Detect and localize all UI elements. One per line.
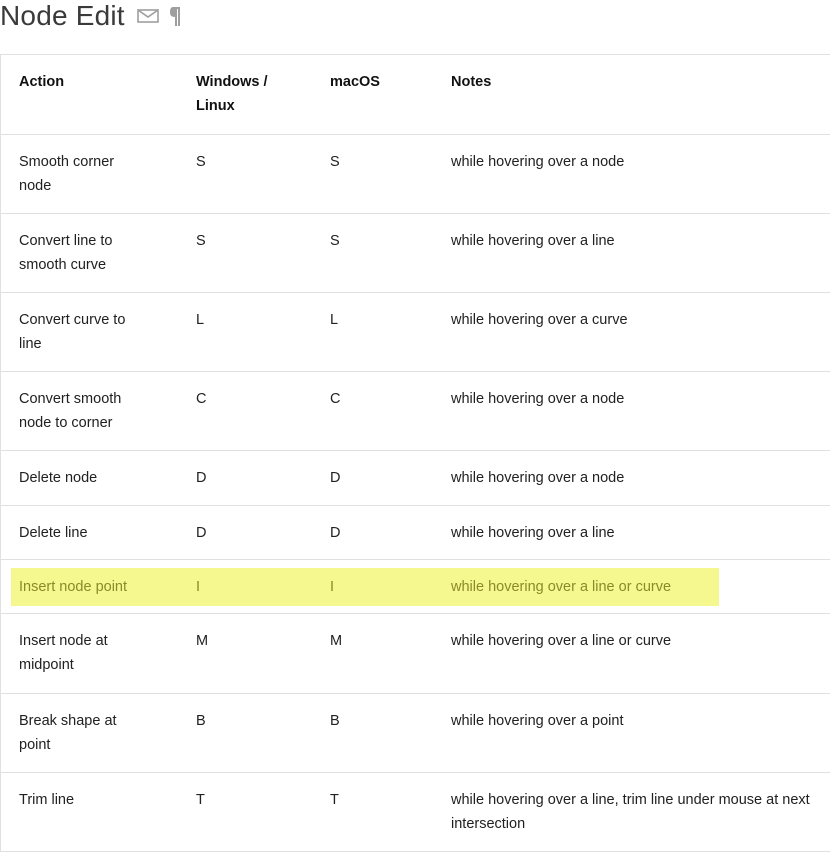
cell-action-text: Convert smooth node to corner bbox=[19, 390, 122, 431]
cell-macos-text: S bbox=[330, 153, 340, 170]
cell-macos-text: B bbox=[330, 712, 340, 729]
cell-windows-linux-text: B bbox=[196, 712, 206, 729]
cell-notes bbox=[433, 134, 830, 213]
header-windows-linux bbox=[178, 55, 312, 134]
header-windows-linux-label: Windows / Linux bbox=[196, 74, 268, 114]
table-header-row bbox=[1, 55, 830, 134]
cell-action bbox=[1, 292, 178, 371]
cell-windows-linux-text: C bbox=[196, 390, 207, 407]
cell-notes-text: while hovering over a line or curve bbox=[451, 578, 672, 595]
cell-windows-linux bbox=[178, 213, 312, 292]
cell-macos bbox=[312, 213, 433, 292]
cell-notes bbox=[433, 559, 830, 613]
cell-macos bbox=[312, 450, 433, 505]
cell-action-text: Delete line bbox=[19, 524, 88, 541]
cell-notes bbox=[433, 213, 830, 292]
cell-notes-text: while hovering over a line or curve bbox=[451, 632, 672, 649]
table-row bbox=[1, 772, 830, 851]
cell-action bbox=[1, 559, 178, 613]
shortcuts-table-wrapper bbox=[0, 54, 830, 852]
cell-action-text: Trim line bbox=[19, 791, 75, 808]
cell-action-text: Delete node bbox=[19, 469, 98, 486]
cell-windows-linux-text: I bbox=[196, 578, 201, 595]
table-body bbox=[1, 134, 830, 851]
table-row bbox=[1, 693, 830, 772]
cell-macos bbox=[312, 292, 433, 371]
cell-windows-linux-text: M bbox=[196, 632, 209, 649]
table-row bbox=[1, 613, 830, 693]
cell-action bbox=[1, 613, 178, 693]
cell-macos-text: C bbox=[330, 390, 341, 407]
cell-windows-linux-text: D bbox=[196, 524, 207, 541]
cell-windows-linux bbox=[178, 559, 312, 613]
cell-action-text: Break shape at point bbox=[19, 712, 117, 753]
cell-windows-linux bbox=[178, 450, 312, 505]
header-macos: macOS bbox=[330, 74, 380, 90]
cell-windows-linux-text: D bbox=[196, 469, 207, 486]
cell-action bbox=[1, 134, 178, 213]
cell-action bbox=[1, 450, 178, 505]
cell-notes bbox=[433, 505, 830, 559]
cell-macos bbox=[312, 505, 433, 559]
cell-windows-linux-text: S bbox=[196, 232, 206, 249]
cell-macos bbox=[312, 134, 433, 213]
cell-windows-linux-text: S bbox=[196, 153, 206, 170]
title-row bbox=[0, 0, 181, 32]
cell-notes-text: while hovering over a curve bbox=[451, 311, 628, 328]
cell-notes bbox=[433, 772, 830, 851]
cell-action bbox=[1, 371, 178, 450]
cell-notes bbox=[433, 613, 830, 693]
table-row bbox=[1, 450, 830, 505]
cell-action bbox=[1, 693, 178, 772]
cell-notes bbox=[433, 292, 830, 371]
cell-macos-text: M bbox=[330, 632, 343, 649]
cell-notes-text: while hovering over a node bbox=[451, 469, 625, 486]
cell-action bbox=[1, 505, 178, 559]
cell-action-text: Convert line to smooth curve bbox=[19, 232, 113, 273]
cell-windows-linux bbox=[178, 613, 312, 693]
cell-notes bbox=[433, 693, 830, 772]
cell-windows-linux-text: L bbox=[196, 311, 205, 328]
table-row bbox=[1, 371, 830, 450]
cell-notes-text: while hovering over a node bbox=[451, 153, 625, 170]
cell-windows-linux bbox=[178, 772, 312, 851]
cell-macos bbox=[312, 772, 433, 851]
cell-action-text: Convert curve to line bbox=[19, 311, 126, 352]
cell-windows-linux bbox=[178, 693, 312, 772]
cell-macos bbox=[312, 559, 433, 613]
cell-action-text: Smooth corner node bbox=[19, 153, 115, 194]
cell-notes-text: while hovering over a point bbox=[451, 712, 624, 729]
cell-windows-linux bbox=[178, 505, 312, 559]
cell-macos bbox=[312, 613, 433, 693]
page-title: Node Edit bbox=[0, 0, 125, 31]
cell-macos-text: D bbox=[330, 469, 341, 486]
table-row bbox=[1, 134, 830, 213]
cell-action bbox=[1, 772, 178, 851]
cell-notes-text: while hovering over a line, trim line under mouse at next intersection bbox=[451, 791, 810, 832]
shortcuts-table bbox=[1, 55, 830, 852]
cell-notes bbox=[433, 450, 830, 505]
cell-notes-text: while hovering over a line bbox=[451, 524, 615, 541]
cell-action-text: Insert node point bbox=[19, 578, 128, 595]
cell-notes bbox=[433, 371, 830, 450]
cell-windows-linux bbox=[178, 371, 312, 450]
table-row bbox=[1, 213, 830, 292]
cell-notes-text: while hovering over a node bbox=[451, 390, 625, 407]
cell-action-text: Insert node at midpoint bbox=[19, 632, 108, 673]
cell-action bbox=[1, 213, 178, 292]
table-row bbox=[1, 559, 830, 613]
cell-macos-text: L bbox=[330, 311, 339, 328]
cell-macos-text: T bbox=[330, 791, 339, 808]
table-row bbox=[1, 292, 830, 371]
cell-windows-linux-text: T bbox=[196, 791, 205, 808]
cell-windows-linux bbox=[178, 292, 312, 371]
cell-windows-linux bbox=[178, 134, 312, 213]
cell-macos-text: I bbox=[330, 578, 335, 595]
cell-notes-text: while hovering over a line bbox=[451, 232, 615, 249]
header-action: Action bbox=[19, 74, 65, 90]
cell-macos bbox=[312, 693, 433, 772]
table-row bbox=[1, 505, 830, 559]
email-icon[interactable] bbox=[137, 8, 159, 24]
cell-macos bbox=[312, 371, 433, 450]
cell-macos-text: D bbox=[330, 524, 341, 541]
cell-macos-text: S bbox=[330, 232, 340, 249]
pilcrow-icon[interactable] bbox=[169, 5, 181, 27]
header-notes: Notes bbox=[451, 74, 492, 90]
